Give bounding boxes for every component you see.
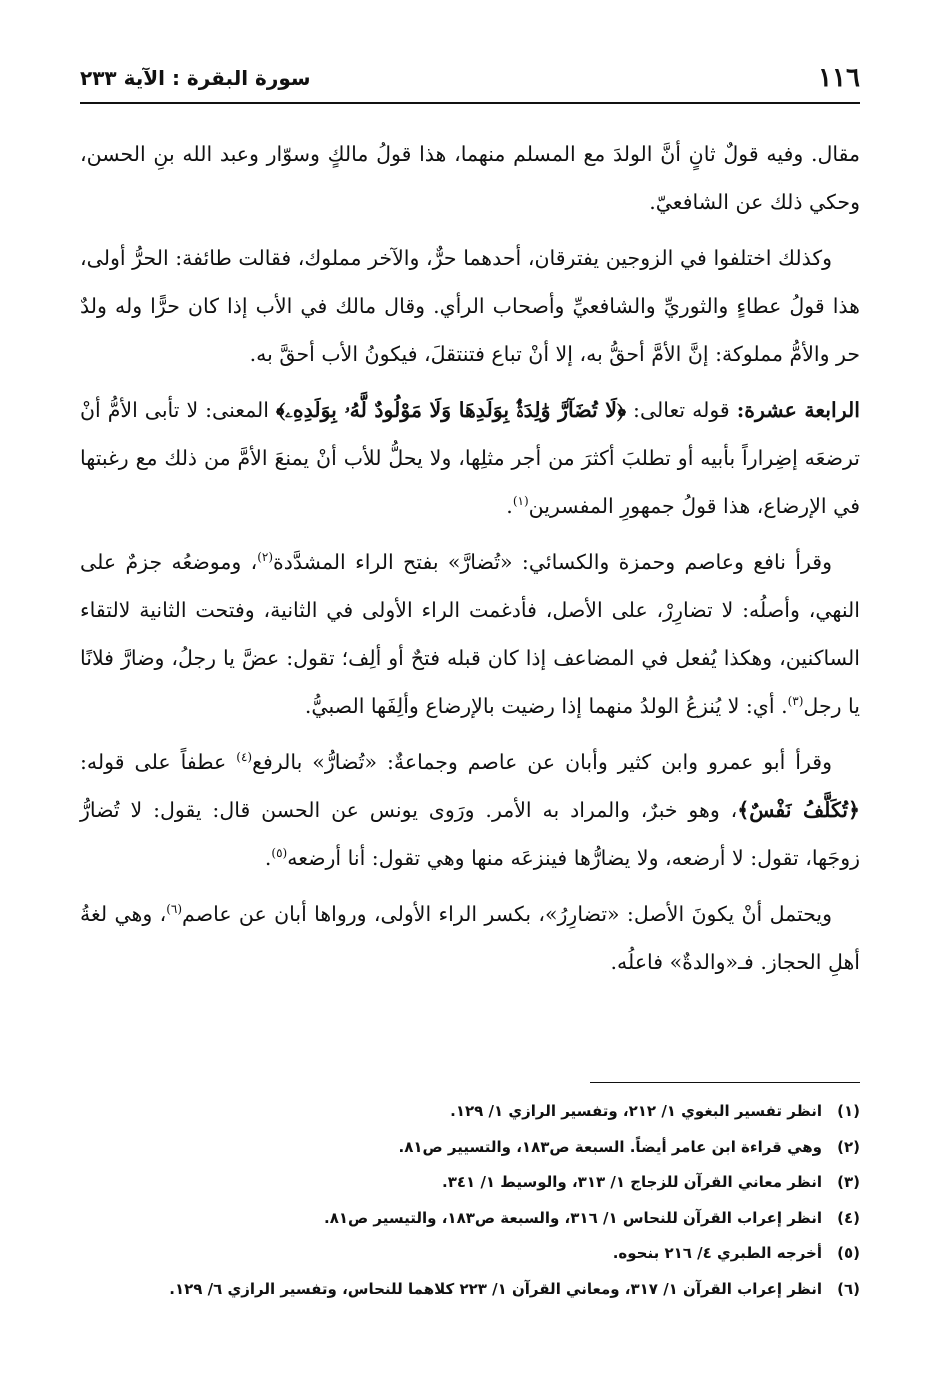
footnote-text: انظر تفسير البغوي ١/ ٢١٢، وتفسير الرازي ١/ ١٢٩.: [450, 1102, 822, 1120]
footnote-ref-3[interactable]: (٣): [787, 694, 804, 709]
footnote-divider: [590, 1082, 860, 1083]
paragraph-2-text: وكذلك اختلفوا في الزوجين يفترقان، أحدهما حرٌّ، والآخر مملوك، فقالت طائفة: الحرُّ أولى، هذا قولُ عطاءٍ والثوريِّ والشافعيِّ وأصحاب الرأي. وقال مالك في الأب إذا كان حرًّا وله ولدٌ حر والأمُّ مملوكة: إنَّ الأمَّ أحقُّ به، إلا أنْ تباع فتنتقلَ، فيكونُ الأب أحقَّ به.: [80, 246, 860, 366]
header-divider: [80, 102, 860, 104]
footnote-ref-4[interactable]: (٤): [236, 750, 253, 765]
footnote-item: [80, 1236, 860, 1272]
running-title: سورة البقرة : الآية ٢٣٣: [80, 66, 311, 90]
footnote-text: أخرجه الطبري ٤/ ٢١٦ بنحوه.: [612, 1244, 822, 1262]
paragraph-3-lead: قوله تعالى:: [633, 398, 730, 422]
paragraph-3-text: المعنى: لا تأبى الأمُّ أنْ ترضعَه إضِراراً بأبيه أو تطلبَ أكثرَ من أجر مثلِها، ولا يحلُّ للأب أنْ يمنعَ الأمَّ من ذلك مع رغبتها في الإرضاع، هذا قولُ جمهورِ المفسرين: [80, 398, 860, 518]
paragraph-1: [80, 130, 860, 226]
section-label: الرابعة عشرة:: [736, 398, 860, 422]
footnote-item: [80, 1130, 860, 1166]
page-header: [80, 56, 860, 100]
paragraph-6: [80, 890, 860, 986]
paragraph-5-text-b: عطفاً على قوله:: [80, 750, 237, 774]
paragraph-4-text-b: ، وموضعُه جزمٌ على النهي، وأصلُه: لا تضارِرْ، على الأصل، فأدغمت الراء الأولى في الثانية، وفتحت الثانية لالتقاء الساكنين، وهكذا يُفعل في المضاعف إذا كان قبله فتحٌ أو ألِف؛ تقول: عضَّ يا رجلُ، وضارَّ فلانًا يا رجل: [80, 550, 860, 718]
paragraph-5: [80, 738, 860, 882]
footnote-number: (٥): [837, 1244, 860, 1262]
paragraph-5-text-c: ، وهو خبرٌ، والمراد به الأمر. ورَوى يونس عن الحسن قال: يقول: لا تُضارُّ زوجَها، تقول: لا أرضعه، ولا يضارُّها فينزعَه منها وهي تقول: أنا أرضعه: [80, 798, 860, 870]
paragraph-5-text-a: وقرأ أبو عمرو وابن كثير وأبان عن عاصم وجماعةٌ: «تُضارُّ» بالرفع: [252, 750, 832, 774]
footnote-ref-6[interactable]: (٦): [166, 902, 183, 917]
footnote-text: وهي قراءة ابن عامر أيضاً. السبعة ص١٨٣، والتسيير ص٨١.: [398, 1137, 822, 1156]
paragraph-6-text-b: ، وهي لغةُ أهلِ الحجاز. فـ«والدةٌ» فاعلُه.: [80, 902, 860, 974]
paragraph-5-end: .: [264, 846, 272, 870]
footnote-ref-1[interactable]: (١): [512, 494, 529, 509]
paragraph-4-text-a: وقرأ نافع وعاصم وحمزة والكسائي: «تُضارَّ» بفتح الراء المشدَّدة: [273, 550, 832, 574]
footnote-item: [80, 1272, 860, 1308]
footnote-number: (٦): [837, 1279, 860, 1298]
paragraph-3: [80, 386, 860, 530]
footnote-text: انظر إعراب القرآن ١/ ٣١٧، ومعاني القرآن ١/ ٢٢٣ كلاهما للنحاس، وتفسير الرازي ٦/ ١٢٩.: [169, 1279, 822, 1298]
footnote-number: (٤): [837, 1208, 860, 1227]
paragraph-4: [80, 538, 860, 730]
footnote-number: (٢): [837, 1137, 860, 1156]
footnotes: [80, 1094, 860, 1307]
footnote-text: انظر إعراب القرآن للنحاس ١/ ٣١٦، والسبعة ص١٨٣، والتيسير ص٨١.: [324, 1208, 822, 1227]
paragraph-4-text-c: . أي: لا يُنزعُ الولدُ منهما إذا رضيت بالإرضاع وألِفَها الصبيُّ.: [304, 694, 788, 718]
main-text: [80, 130, 860, 994]
paragraph-3-end: .: [506, 494, 513, 518]
footnote-item: [80, 1094, 860, 1130]
quran-verse: ﴿لَا تُضَآرَّ وَٰلِدَةٌۢ بِوَلَدِهَا وَلَا مَوْلُودٌ لَّهُۥ بِوَلَدِهِۦ﴾: [275, 398, 627, 422]
paragraph-2: [80, 234, 860, 378]
footnote-item: [80, 1165, 860, 1201]
footnote-ref-2[interactable]: (٢): [257, 550, 274, 565]
footnote-number: (٣): [837, 1173, 860, 1191]
footnote-item: [80, 1201, 860, 1237]
page-number: ١١٦: [818, 63, 860, 93]
footnote-number: (١): [837, 1102, 860, 1120]
footnote-text: انظر معاني القرآن للزجاج ١/ ٣١٣، والوسيط ١/ ٣٤١.: [442, 1173, 822, 1191]
footnote-ref-5[interactable]: (٥): [271, 846, 288, 861]
paragraph-6-text-a: ويحتمل أنْ يكونَ الأصل: «تضارِرُ»، بكسر الراء الأولى، ورواها أبان عن عاصم: [182, 902, 832, 926]
quran-phrase: ﴿تُكَلَّفُ نَفْسٌ﴾: [737, 798, 860, 822]
paragraph-1-text: مقال. وفيه قولٌ ثانٍ أنَّ الولدَ مع المسلم منهما، هذا قولُ مالكٍ وسوّار وعبد الله بنِ الحسن، وحكي ذلك عن الشافعيّ.: [80, 142, 860, 214]
